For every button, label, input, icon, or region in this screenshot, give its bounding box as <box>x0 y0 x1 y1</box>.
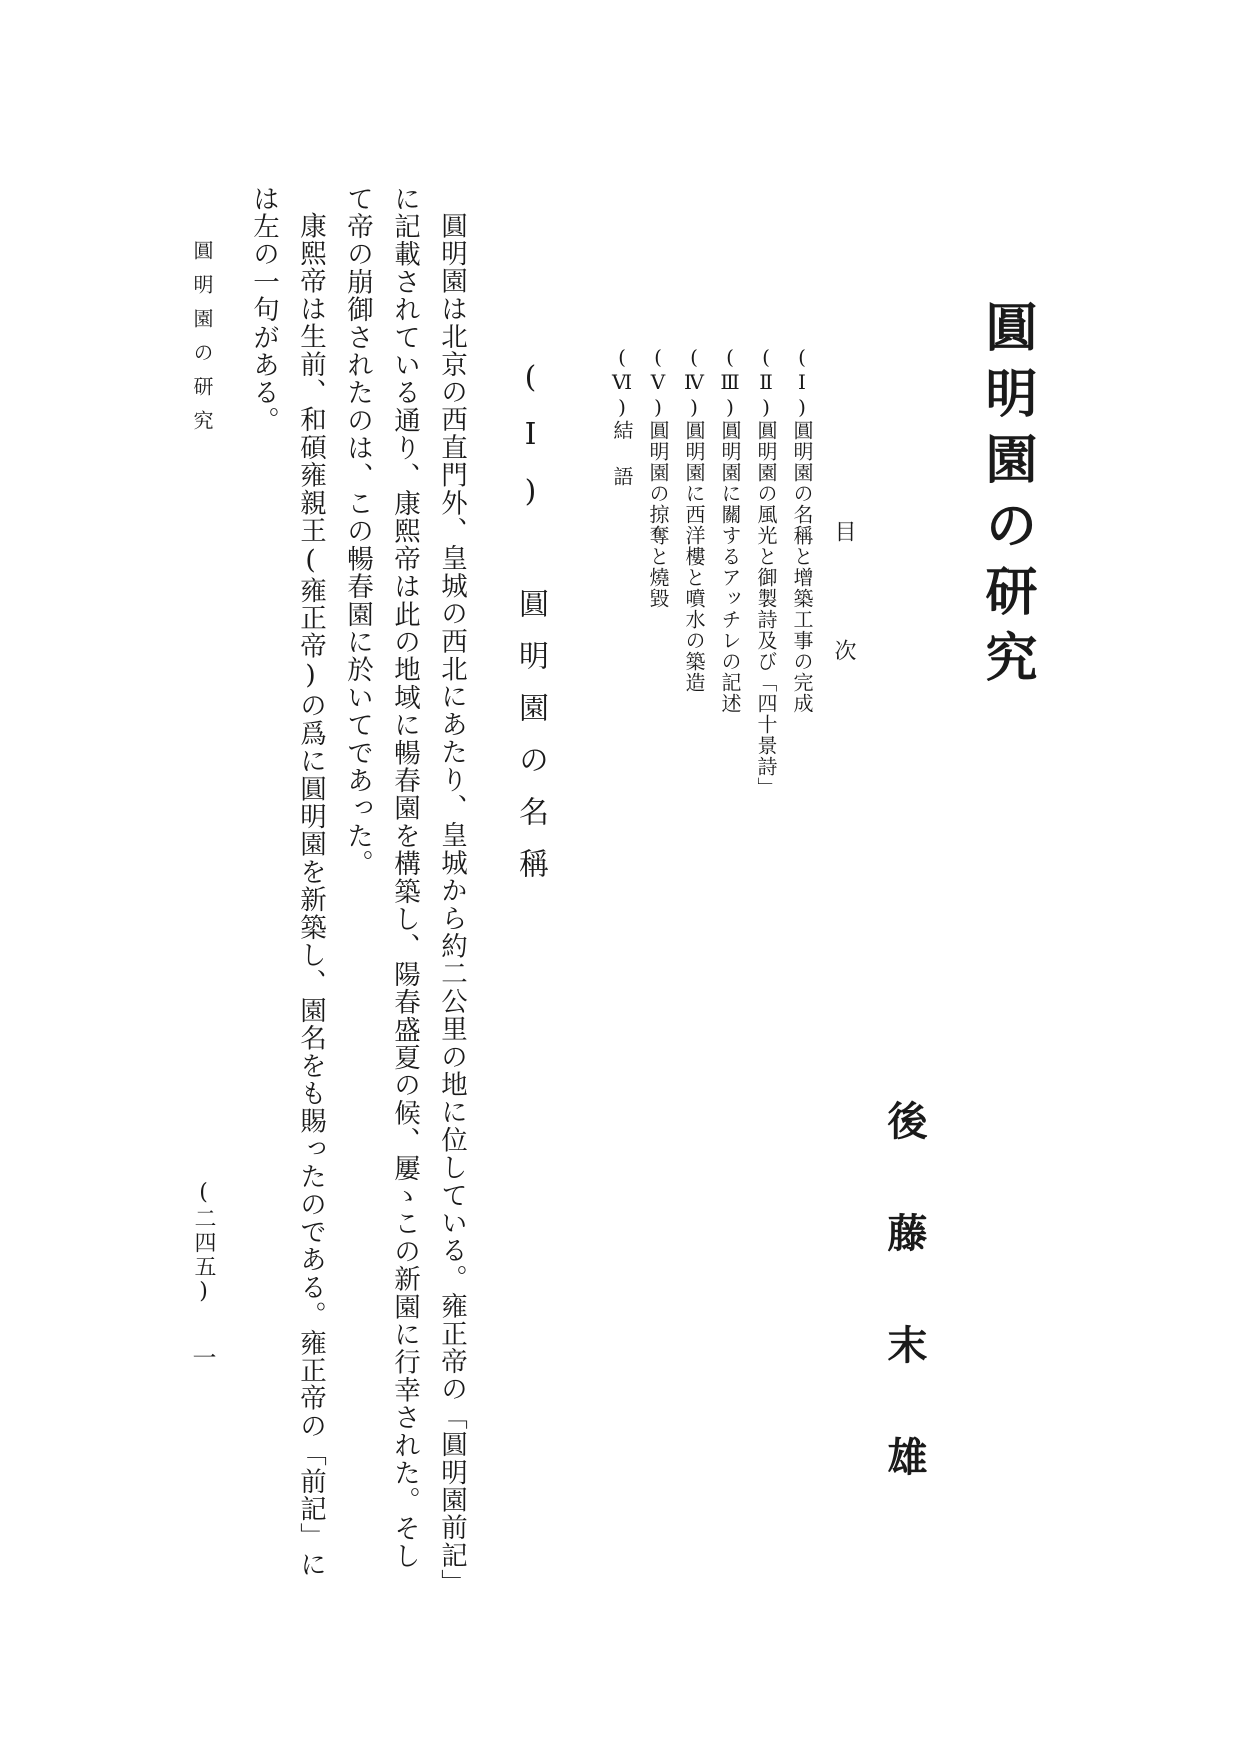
toc-item-label: 圓明園の掠奪と燒毀 <box>646 420 670 609</box>
body-text <box>235 185 475 1585</box>
section-heading: (Ⅰ) 圓明園の名稱 <box>513 360 548 900</box>
toc-item-label: 圓明園の風光と御製詩及び「四十景詩」 <box>754 420 778 798</box>
author-name: 後藤末雄 <box>881 1100 928 1548</box>
toc-item <box>712 345 748 765</box>
toc-item <box>604 345 640 765</box>
toc-heading: 目 次 <box>831 520 856 697</box>
journal-page-number: (二四五) <box>191 1180 216 1306</box>
toc-item-number: (Ⅵ) <box>610 345 634 420</box>
toc-item <box>748 345 784 798</box>
page-title: 圓明園の研究 <box>976 300 1037 696</box>
toc-item-label: 圓明園の名稱と增築工事の完成 <box>790 420 814 714</box>
toc-item-number: (Ⅰ) <box>790 345 814 420</box>
toc-item-label: 結 語 <box>610 420 634 487</box>
table-of-contents <box>585 345 820 798</box>
running-title: 圓明園の研究 <box>190 240 214 444</box>
toc-item-number: (Ⅳ) <box>682 345 706 420</box>
toc-item <box>676 345 712 765</box>
paragraph: 圓明園は北京の西直門外、皇城の西北にあたり、皇城から約二公里の地に位している。雍正帝の「圓明園前記」に記載されている通り、康熙帝は此の地域に暢春園を構築し、陽春盛夏の候、屢ゝこの新園に行幸された。そして帝の崩御されたのは、この暢春園に於いてであった。 <box>342 185 467 1584</box>
toc-item <box>784 345 820 765</box>
toc-item <box>640 345 676 765</box>
toc-item-label: 圓明園に西洋樓と噴水の築造 <box>682 420 706 693</box>
paragraph: 康熙帝は生前、和碩雍親王(雍正帝)の爲に圓明園を新築し、園名をも賜ったのである。雍正帝の「前記」には左の一句がある。 <box>248 185 326 1578</box>
toc-item-label: 圓明園に關するアッチレの記述 <box>718 420 742 714</box>
toc-item-number: (Ⅴ) <box>646 345 670 420</box>
toc-item-number: (Ⅱ) <box>754 345 778 420</box>
toc-item-number: (Ⅲ) <box>718 345 742 420</box>
page-number: 一 <box>188 1345 216 1369</box>
